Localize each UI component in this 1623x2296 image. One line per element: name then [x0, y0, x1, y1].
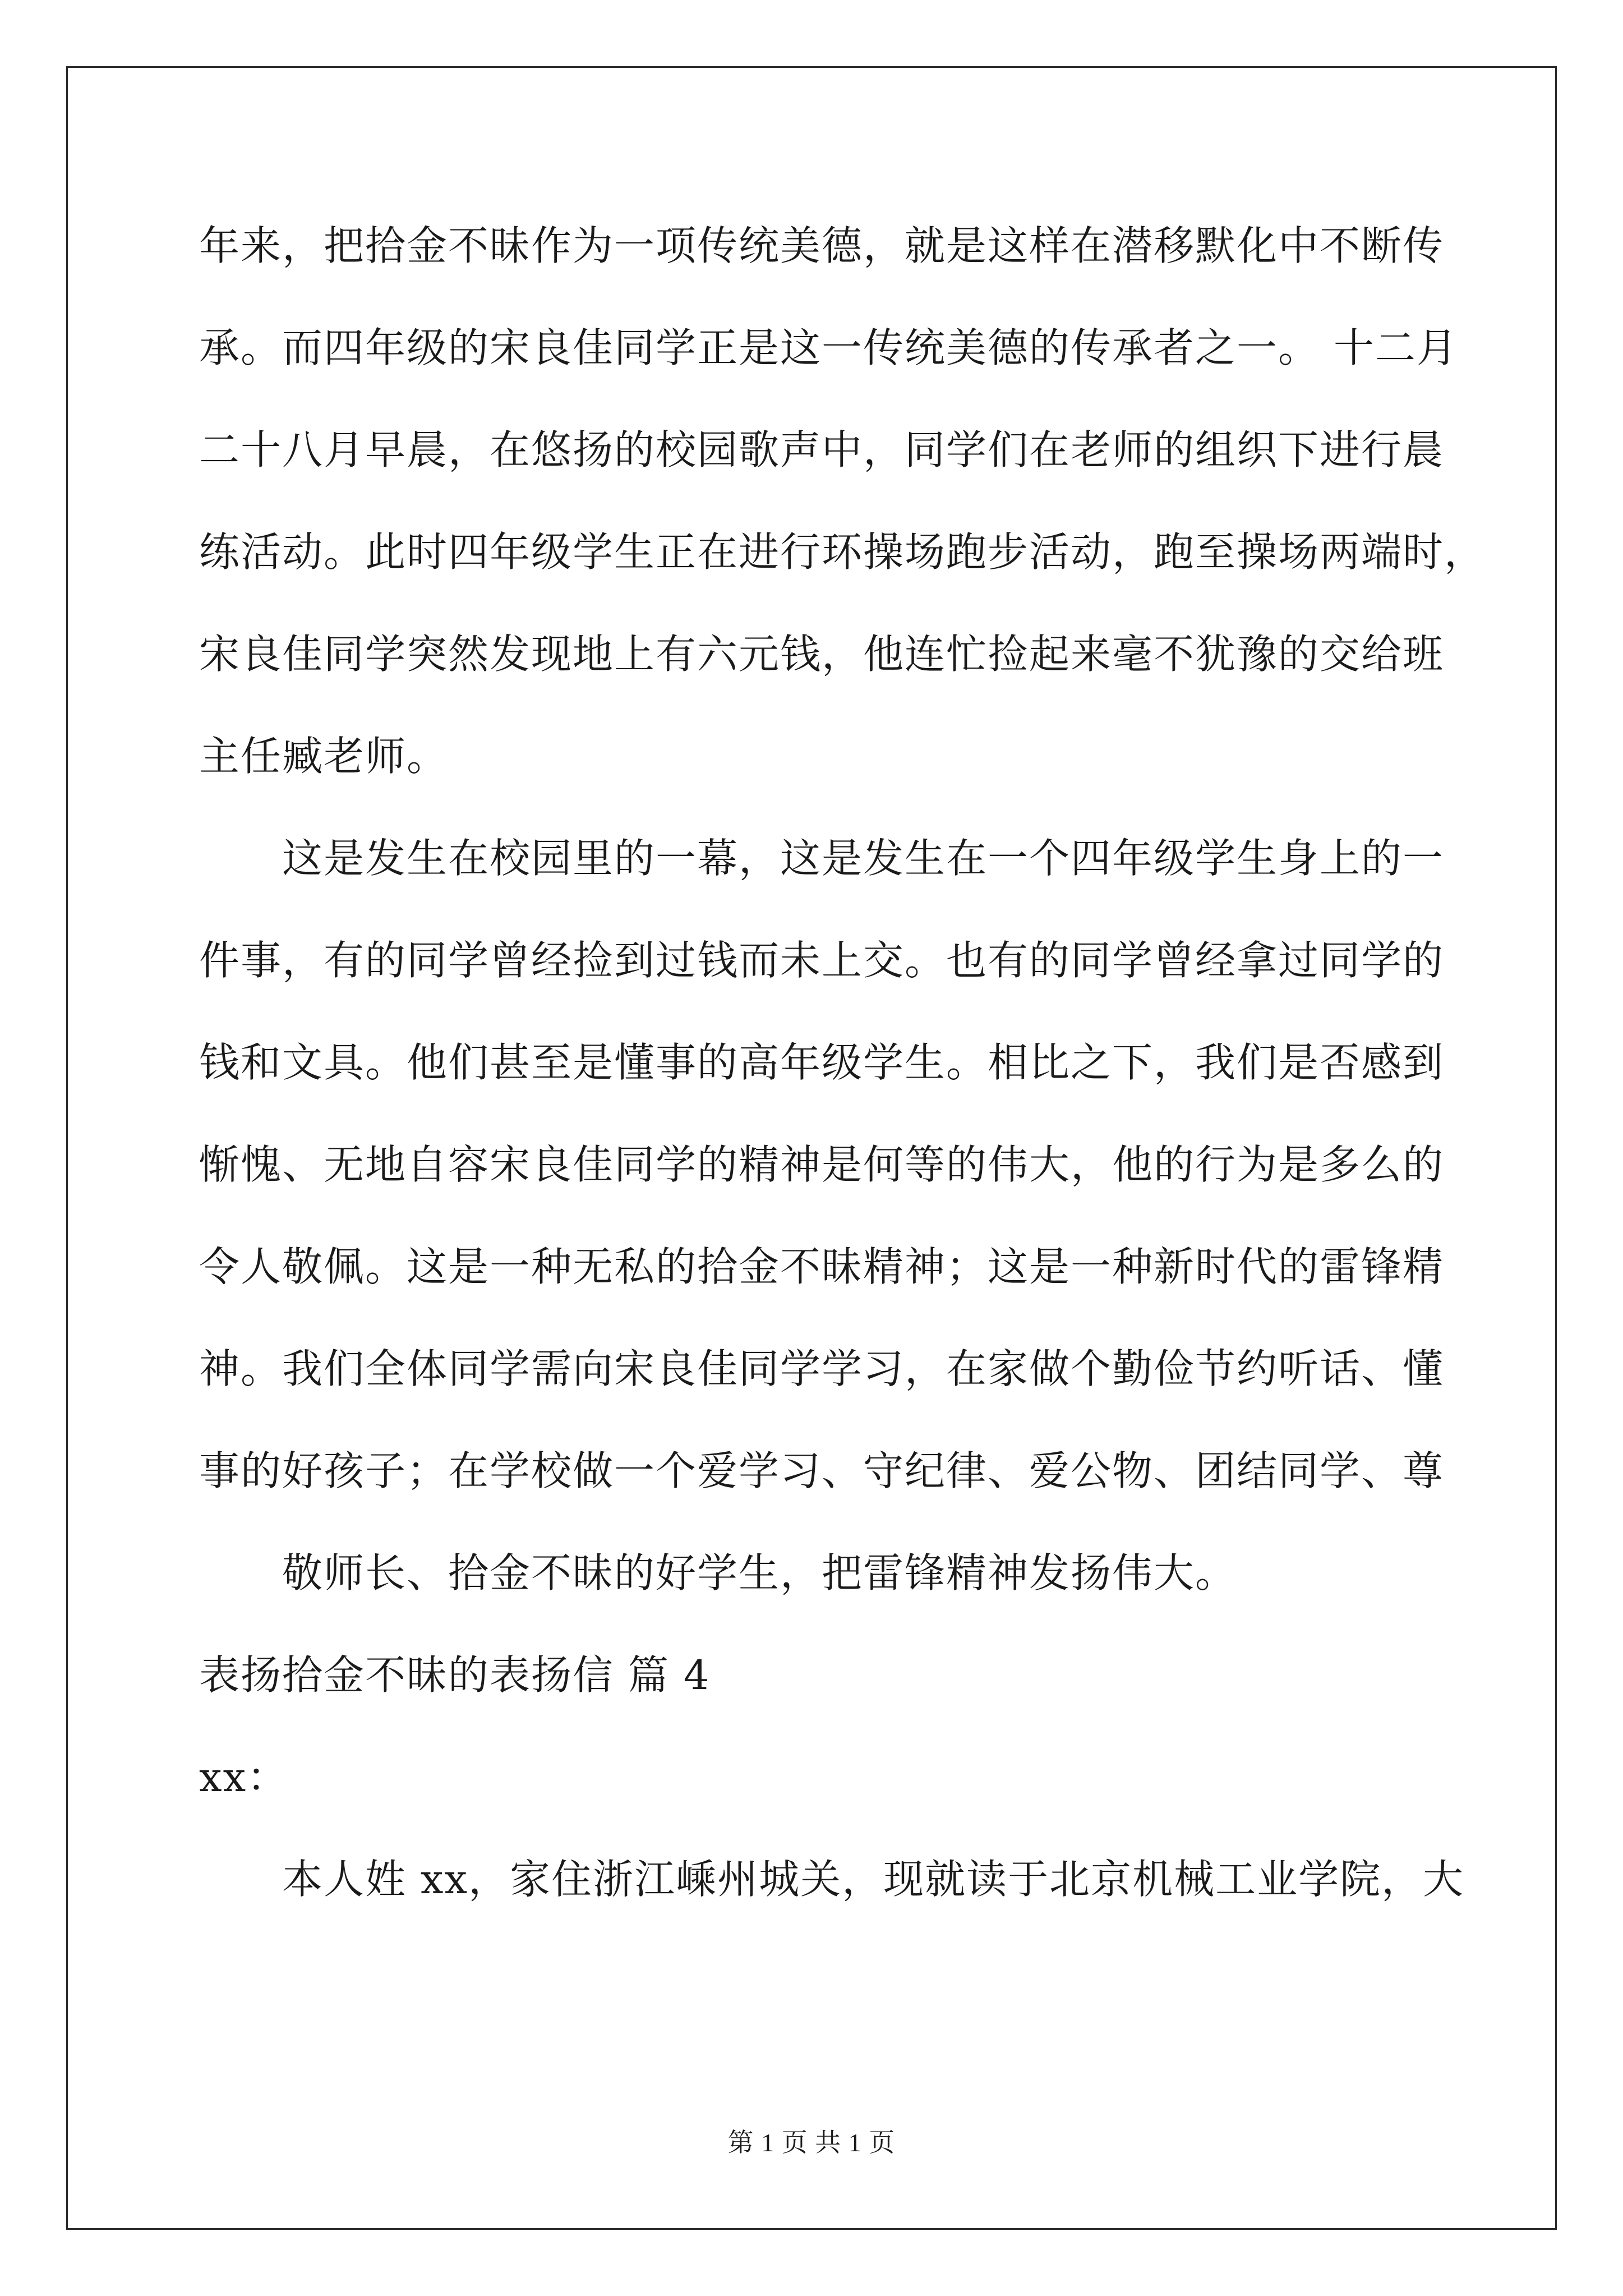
section-heading: 表扬拾金不昧的表扬信 篇 4: [199, 1651, 711, 1699]
page-number-footer: 第 1 页 共 1 页: [727, 2128, 896, 2157]
body-line: 件事，有的同学曾经捡到过钱而未上交。也有的同学曾经拿过同学的: [199, 937, 1445, 984]
body-line: 宋良佳同学突然发现地上有六元钱，他连忙捡起来毫不犹豫的交给班: [199, 631, 1445, 678]
body-line: 承。而四年级的宋良佳同学正是这一传统美德的传承者之一。 十二月: [199, 324, 1458, 371]
body-line: 年来，把拾金不昧作为一项传统美德，就是这样在潜移默化中不断传: [199, 222, 1445, 269]
body-line: 二十八月早晨，在悠扬的校园歌声中，同学们在老师的组织下进行晨: [199, 426, 1445, 473]
body-line: 神。我们全体同学需向宋良佳同学学习，在家做个勤俭节约听话、懂: [199, 1345, 1445, 1392]
body-line: 惭愧、无地自容宋良佳同学的精神是何等的伟大，他的行为是多么的: [199, 1141, 1445, 1188]
body-line: 钱和文具。他们甚至是懂事的高年级学生。相比之下，我们是否感到: [199, 1039, 1445, 1086]
body-line: 令人敬佩。这是一种无私的拾金不昧精神；这是一种新时代的雷锋精: [199, 1243, 1445, 1290]
paragraph-start-line: 这是发生在校园里的一幕，这是发生在一个四年级学生身上的一: [282, 835, 1445, 882]
body-line: 主任臧老师。: [199, 733, 449, 780]
salutation: xx：: [199, 1754, 289, 1801]
body-line: 事的好孩子；在学校做一个爱学习、守纪律、爱公物、团结同学、尊: [199, 1447, 1445, 1494]
paragraph-start-line: 本人姓 xx，家住浙江嵊州城关，现就读于北京机械工业学院，大: [282, 1856, 1465, 1903]
body-line: 练活动。此时四年级学生正在进行环操场跑步活动，跑至操场两端时，: [199, 528, 1486, 576]
body-line: 敬师长、拾金不昧的好学生，把雷锋精神发扬伟大。: [282, 1549, 1237, 1596]
